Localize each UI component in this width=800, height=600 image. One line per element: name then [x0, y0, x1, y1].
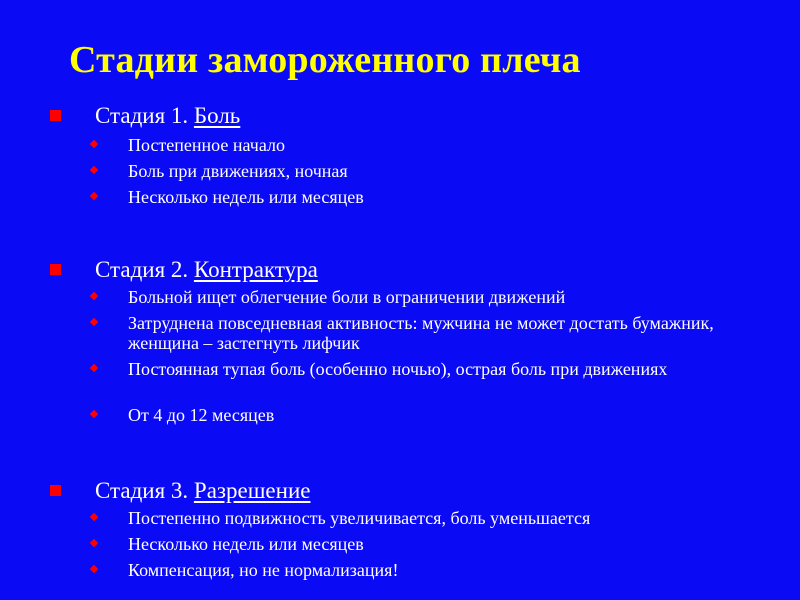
stage-label: Стадия 2.: [95, 257, 194, 282]
diamond-bullet-icon: [90, 318, 98, 326]
stage-name: Контрактура: [193, 257, 318, 282]
diamond-bullet-icon: [90, 565, 98, 573]
stage-1: [0, 102, 800, 208]
square-bullet-icon: [50, 264, 61, 275]
diamond-bullet-icon: [90, 410, 98, 418]
list-item: Боль при движениях, ночная: [0, 161, 800, 187]
list-item: Постепенное начало: [0, 135, 800, 161]
diamond-bullet-icon: [90, 166, 98, 174]
list-item: Компенсация, но не нормализация!: [0, 560, 800, 586]
stage-heading: [0, 256, 800, 284]
stage-heading: [0, 102, 800, 130]
diamond-bullet-icon: [90, 364, 98, 372]
list-item: От 4 до 12 месяцев: [0, 405, 800, 431]
list-item: Постоянная тупая боль (особенно ночью), острая боль при движениях: [0, 359, 800, 405]
stage-name: Разрешение: [193, 478, 311, 503]
diamond-bullet-icon: [90, 513, 98, 521]
list-item: Затруднена повседневная активность: мужчина не может достать бумажник, женщина – застегнуть лифчик: [0, 313, 800, 359]
square-bullet-icon: [50, 110, 61, 121]
slide-title: Стадии замороженного плеча: [69, 39, 581, 81]
diamond-bullet-icon: [90, 539, 98, 547]
diamond-bullet-icon: [90, 192, 98, 200]
diamond-bullet-icon: [90, 140, 98, 148]
list-item: Постепенно подвижность увеличивается, боль уменьшается: [0, 508, 800, 534]
list-item: Больной ищет облегчение боли в ограничении движений: [0, 287, 800, 313]
stage-2: [0, 256, 800, 428]
list-item: Несколько недель или месяцев: [0, 187, 800, 213]
list-item: Несколько недель или месяцев: [0, 534, 800, 560]
diamond-bullet-icon: [90, 292, 98, 300]
square-bullet-icon: [50, 485, 61, 496]
stage-3: [0, 477, 800, 583]
stage-name: Боль: [193, 103, 241, 128]
stage-label: Стадия 3.: [95, 478, 194, 503]
stage-label: Стадия 1.: [95, 103, 194, 128]
stage-heading: [0, 477, 800, 505]
